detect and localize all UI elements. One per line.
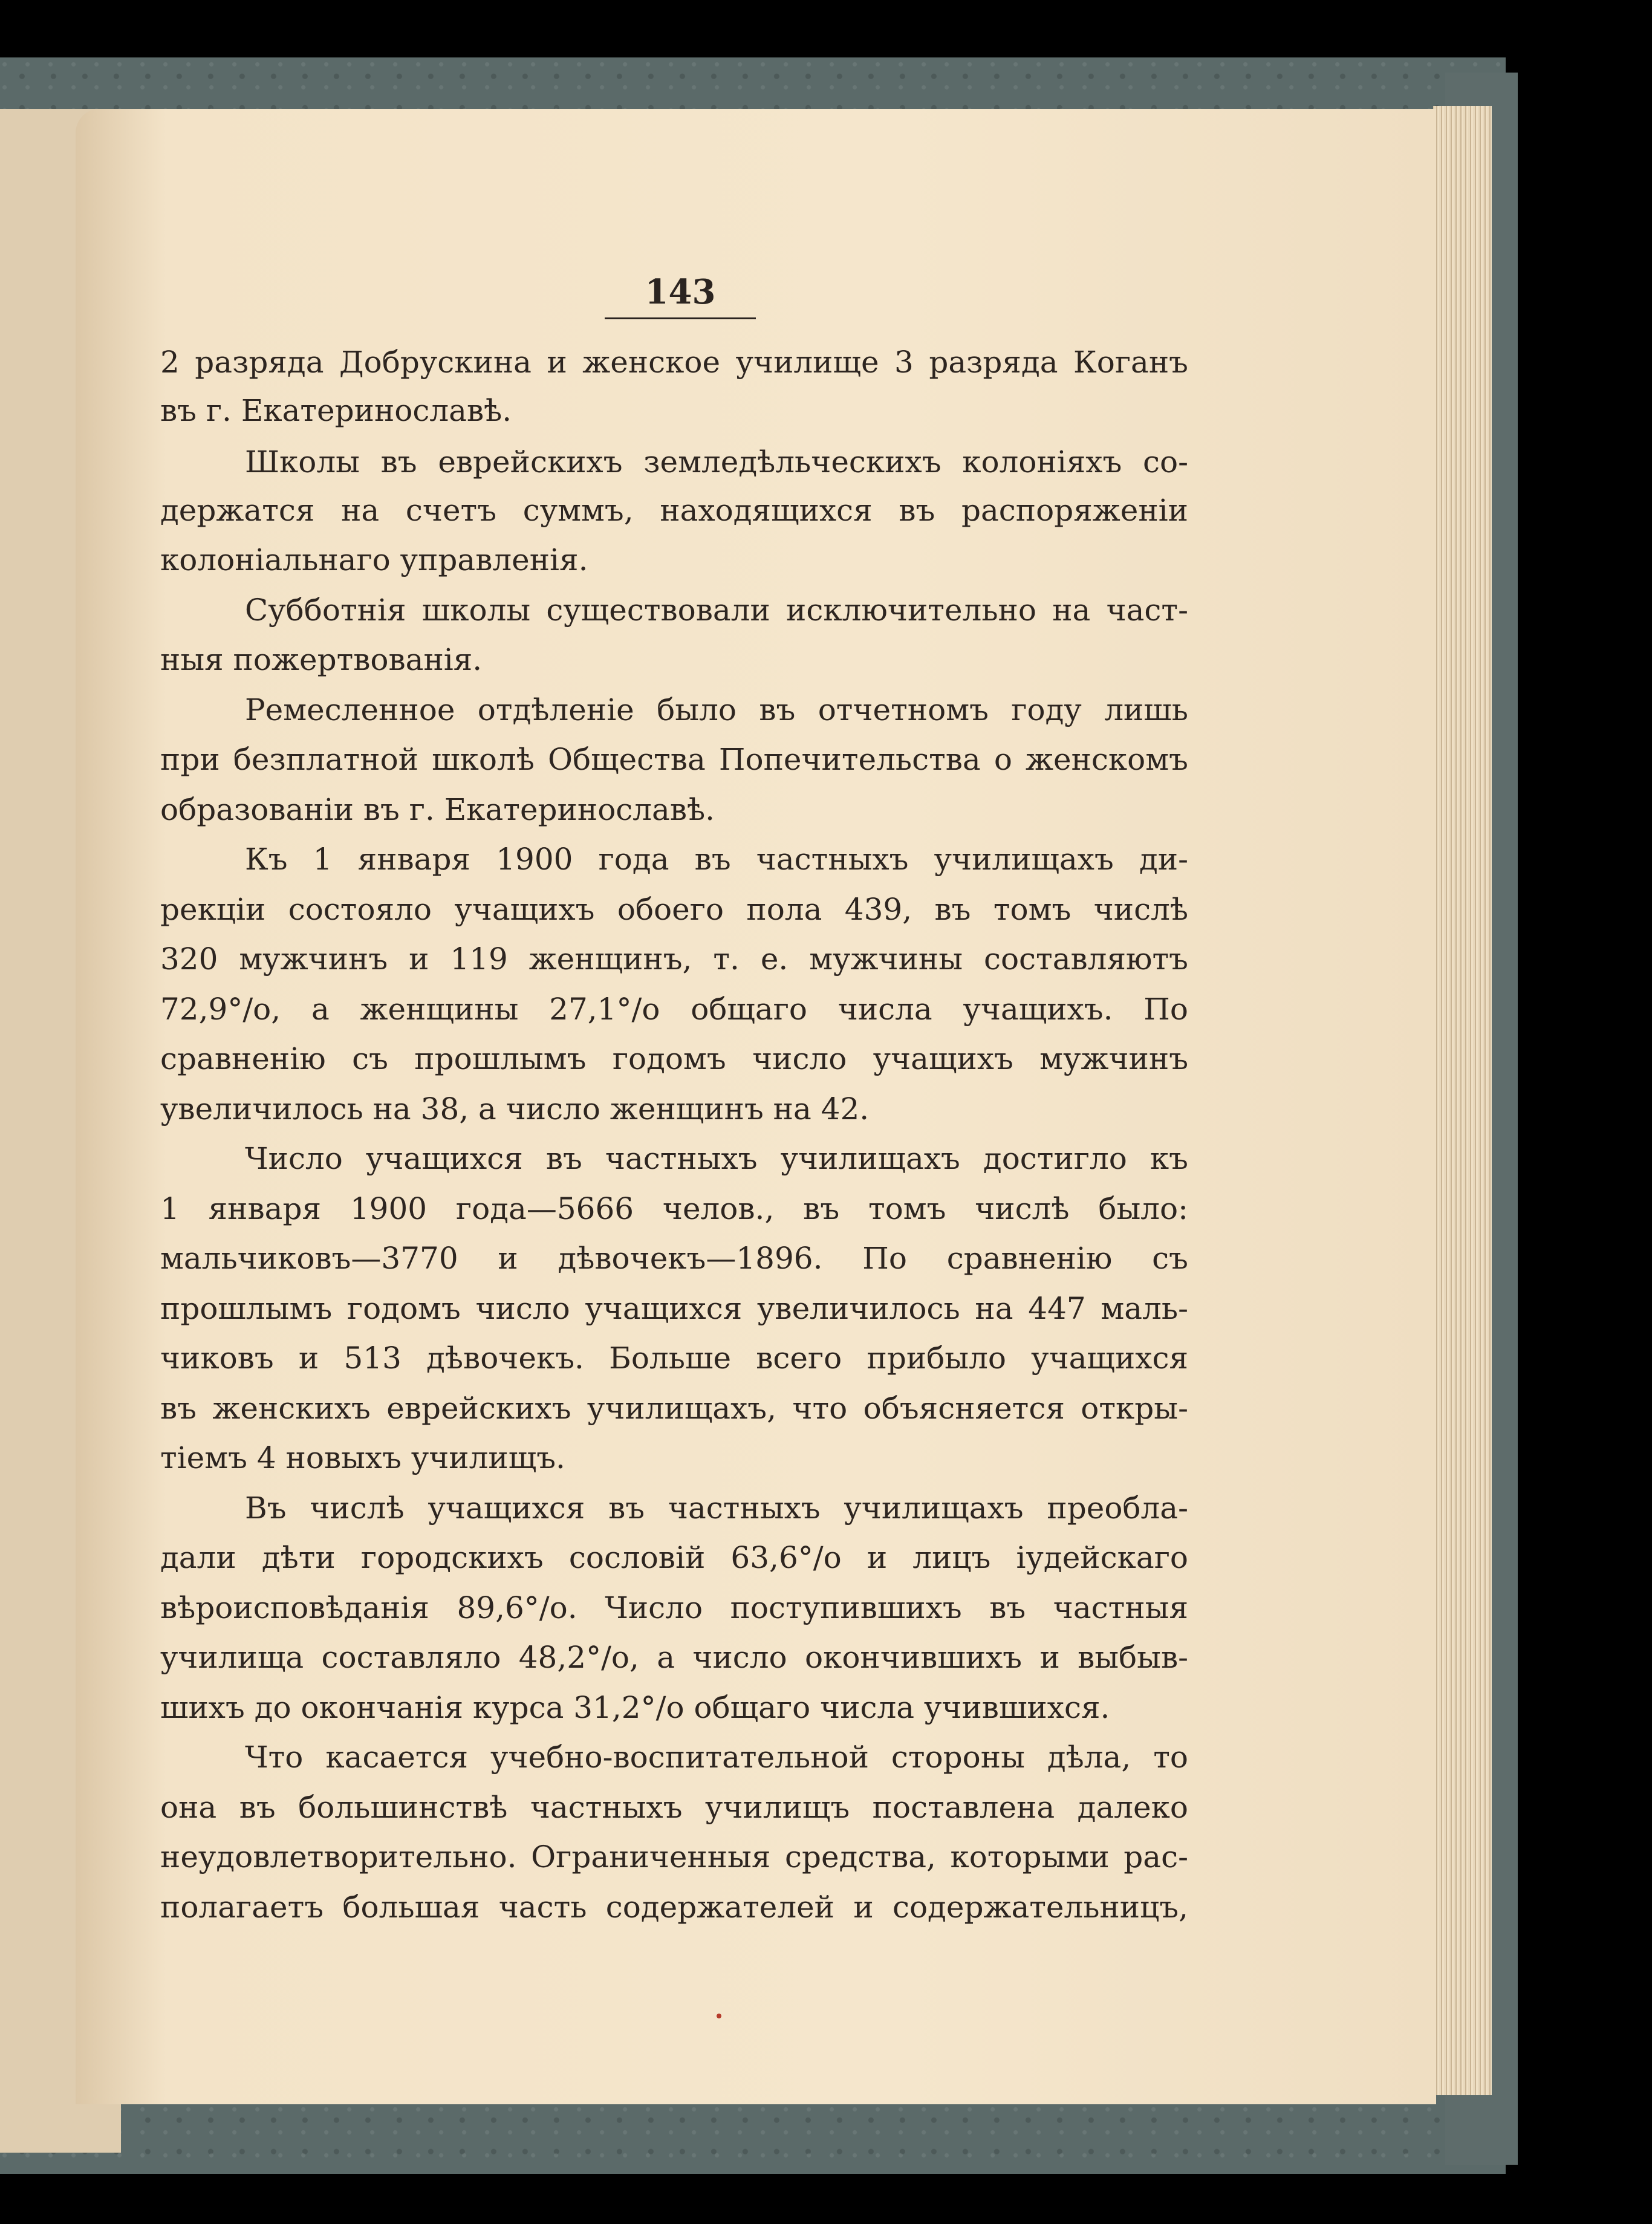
text-line: она въ большинствѣ частныхъ училищъ поставлена далеко	[160, 1790, 1188, 1825]
text-line: держатся на счетъ суммъ, находящихся въ распоряженіи	[160, 493, 1188, 528]
text-line: въ женскихъ еврейскихъ училищахъ, что объясняется откры-	[160, 1391, 1188, 1426]
text-line: шихъ до окончанія курса 31,2°/о общаго числа учившихся.	[160, 1690, 1110, 1725]
text-line: Что касается учебно-воспитательной стороны дѣла, то	[245, 1740, 1188, 1775]
text-line: дали дѣти городскихъ сословій 63,6°/о и лицъ іудейскаго	[160, 1540, 1188, 1575]
text-line: увеличилось на 38, а число женщинъ на 42.	[160, 1091, 870, 1127]
text-line: прошлымъ годомъ число учащихся увеличилось на 447 маль-	[160, 1291, 1188, 1326]
text-line: Въ числѣ учащихся въ частныхъ училищахъ преобла-	[245, 1491, 1188, 1526]
text-line: 320 мужчинъ и 119 женщинъ, т. е. мужчины составляютъ	[160, 941, 1188, 977]
text-line: Школы въ еврейскихъ земледѣльческихъ колоніяхъ со-	[245, 444, 1188, 480]
text-line: 1 января 1900 года—5666 челов., въ томъ числѣ было:	[160, 1191, 1188, 1226]
text-line: Къ 1 января 1900 года въ частныхъ училищахъ ди-	[245, 842, 1188, 877]
text-line: образованіи въ г. Екатеринославѣ.	[160, 792, 715, 827]
text-line: Ремесленное отдѣленіе было въ отчетномъ году лишь	[245, 692, 1188, 727]
text-line: тіемъ 4 новыхъ училищъ.	[160, 1440, 565, 1475]
text-line: Субботнія школы существовали исключительно на част-	[245, 593, 1188, 628]
ink-dot	[717, 2014, 721, 2018]
text-line: сравненію съ прошлымъ годомъ число учащихъ мужчинъ	[160, 1041, 1188, 1076]
page-number: 143	[645, 272, 716, 312]
text-line: при безплатной школѣ Общества Попечительства о женскомъ	[160, 742, 1188, 777]
page-edges	[1433, 106, 1492, 2095]
text-line: 2 разряда Добрускина и женское училище 3 разряда Коганъ	[160, 345, 1188, 380]
text-line: колоніальнаго управленія.	[160, 542, 588, 577]
text-line: чиковъ и 513 дѣвочекъ. Больше всего прибыло учащихся	[160, 1341, 1188, 1376]
text-line: училища составляло 48,2°/о, а число окончившихъ и выбыв-	[160, 1640, 1188, 1675]
text-line: въ г. Екатеринославѣ.	[160, 393, 512, 428]
text-line: ныя пожертвованія.	[160, 642, 483, 677]
text-line: мальчиковъ—3770 и дѣвочекъ—1896. По сравненію съ	[160, 1241, 1188, 1276]
text-line: неудовлетворительно. Ограниченныя средства, которыми рас-	[160, 1839, 1188, 1874]
text-line: полагаетъ большая часть содержателей и содержательницъ,	[160, 1890, 1188, 1925]
text-line: вѣроисповѣданія 89,6°/о. Число поступившихъ въ частныя	[160, 1590, 1188, 1625]
text-line: Число учащихся въ частныхъ училищахъ достигло къ	[245, 1141, 1188, 1176]
text-line: рекціи состояло учащихъ обоего пола 439, въ томъ числѣ	[160, 892, 1188, 927]
text-line: 72,9°/о, а женщины 27,1°/о общаго числа учащихъ. По	[160, 992, 1188, 1027]
page-number-rule	[605, 317, 756, 319]
